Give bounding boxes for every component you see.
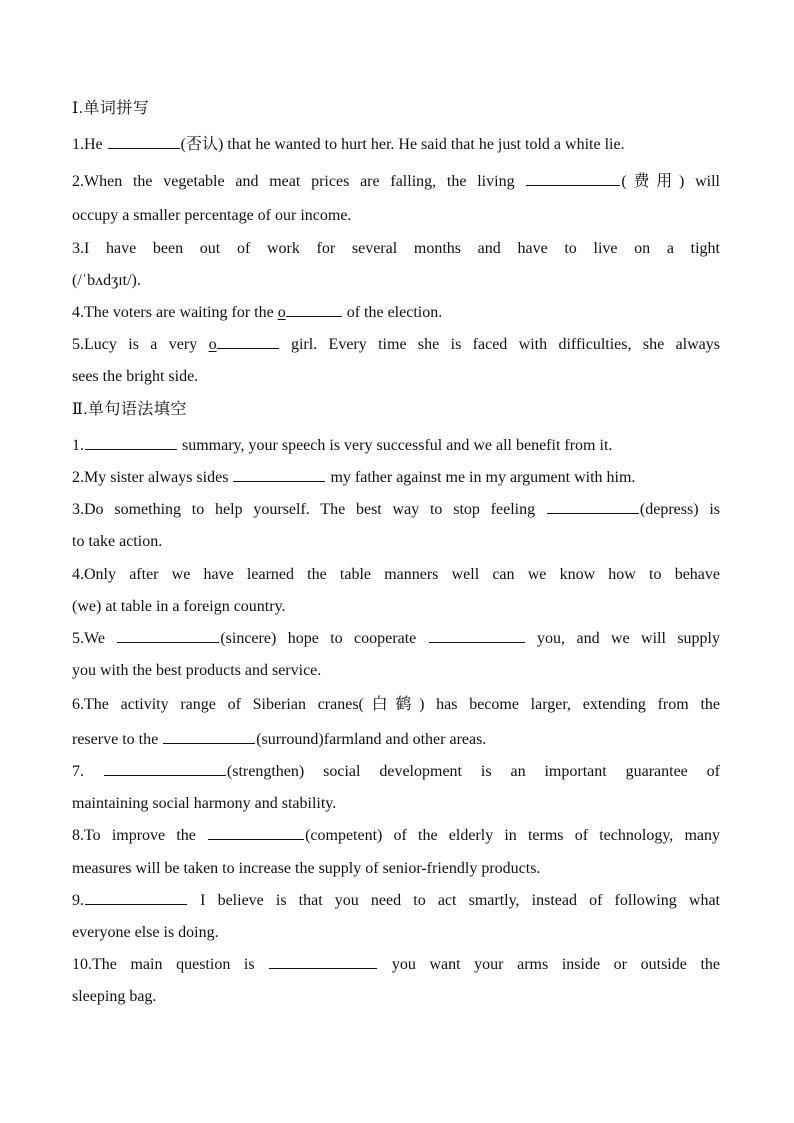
s2-q2-text-b: my father against me in my argument with him.: [326, 469, 636, 486]
s1-q5-blank[interactable]: [217, 335, 279, 349]
s2-q3-text-b: is: [698, 501, 720, 518]
s1-q5-text-b: girl. Every time she is faced with difficulties, she always: [279, 336, 721, 353]
s2-q6-line1: 6.The activity range of Siberian cranes(白鹤) has become larger, extending from the: [72, 696, 720, 713]
s1-q4-text-a: 4.The voters are waiting for the: [72, 304, 278, 321]
s2-q5-hint: (sincere): [220, 630, 277, 647]
s2-q5-blank-2[interactable]: [429, 629, 525, 643]
s2-q5-text-c: you, and we will supply: [525, 630, 721, 647]
s2-q3-line1: [72, 500, 720, 520]
s1-q1-hint: (否认): [180, 136, 224, 153]
s2-q1: [72, 436, 720, 456]
s2-q6-text-a: reserve to the: [72, 731, 163, 748]
s1-q2-text-b: will: [684, 173, 721, 190]
s2-q2-text-a: 2.My sister always sides: [72, 469, 233, 486]
s2-q3-line2: to take action.: [72, 533, 163, 550]
s2-q5-line2: you with the best products and service.: [72, 662, 322, 679]
s1-q2-line1: [72, 172, 720, 192]
s2-q5-text-b: hope to cooperate: [276, 630, 428, 647]
section2-heading: Ⅱ.单句语法填空: [72, 401, 187, 418]
section1-heading: Ⅰ.单词拼写: [72, 100, 150, 117]
s2-q9-text-b: I believe is that you need to act smartly, instead of following what: [188, 892, 720, 909]
s1-q3-line2: (/ˈbʌdʒɪt/).: [72, 272, 141, 289]
s2-q9-blank[interactable]: [85, 891, 187, 905]
s1-q5-first-letter: o: [208, 336, 217, 353]
s1-q1-blank[interactable]: [108, 135, 180, 149]
s1-q1-text-b: that he wanted to hurt her. He said that he just told a white lie.: [223, 136, 625, 153]
s2-q7-text-a: 7.: [72, 763, 103, 780]
s1-q4: [72, 303, 720, 323]
s1-q5-line1: [72, 335, 720, 355]
s2-q3-hint: (depress): [639, 501, 699, 518]
s2-q10-text-b: you want your arms inside or outside the: [378, 956, 721, 973]
s1-q4-first-letter: o: [277, 304, 286, 321]
s2-q7-text-b: social development is an important guarantee of: [304, 763, 721, 780]
s2-q10-line2: sleeping bag.: [72, 988, 157, 1005]
s2-q8-hint: (competent): [305, 827, 383, 844]
s2-q1-text-b: summary, your speech is very successful and we all benefit from it.: [178, 437, 613, 454]
s2-q6-line2: [72, 730, 720, 750]
s2-q5-text-a: 5.We: [72, 630, 117, 647]
s2-q8-blank[interactable]: [208, 826, 304, 840]
s2-q5-blank-1[interactable]: [117, 629, 219, 643]
s2-q8-text-a: 8.To improve the: [72, 827, 208, 844]
s2-q9-line1: [72, 891, 720, 911]
s1-q2-line2: occupy a smaller percentage of our income.: [72, 207, 352, 224]
s2-q9-text-a: 9.: [72, 892, 84, 909]
s1-q1: [72, 135, 720, 155]
s2-q7-line2: maintaining social harmony and stability.: [72, 795, 337, 812]
s2-q5-line1: [72, 629, 720, 649]
s2-q1-blank[interactable]: [85, 436, 177, 450]
s2-q6-text-b: farmland and other areas.: [323, 731, 487, 748]
s1-q1-text-a: 1.He: [72, 136, 107, 153]
s2-q9-line2: everyone else is doing.: [72, 924, 219, 941]
s1-q2-text-a: 2.When the vegetable and meat prices are falling, the living: [72, 173, 526, 190]
s1-q5-text-a: 5.Lucy is a very: [72, 336, 209, 353]
s2-q6-blank[interactable]: [163, 730, 255, 744]
s2-q3-blank[interactable]: [547, 500, 639, 514]
s2-q8-line2: measures will be taken to increase the supply of senior-friendly products.: [72, 860, 541, 877]
s2-q2-blank[interactable]: [233, 468, 325, 482]
s2-q3-text-a: 3.Do something to help yourself. The best way to stop feeling: [72, 501, 546, 518]
s2-q8-text-b: of the elderly in terms of technology, many: [382, 827, 720, 844]
s2-q10-blank[interactable]: [269, 955, 377, 969]
s2-q4-line2: (we) at table in a foreign country.: [72, 598, 286, 615]
s1-q4-text-b: of the election.: [342, 304, 443, 321]
s2-q10-text-a: 10.The main question is: [72, 956, 269, 973]
s2-q6-hint: (surround): [256, 731, 324, 748]
s2-q10-line1: [72, 955, 720, 975]
s1-q4-blank[interactable]: [286, 303, 342, 317]
s2-q4-line1: 4.Only after we have learned the table manners well can we know how to behave: [72, 566, 720, 583]
s1-q5-line2: sees the bright side.: [72, 368, 199, 385]
s1-q2-blank[interactable]: [526, 172, 620, 186]
s2-q1-text-a: 1.: [72, 437, 84, 454]
s2-q7-line1: [72, 762, 720, 782]
s2-q7-hint: (strengthen): [226, 763, 305, 780]
s1-q2-hint: (费用): [621, 173, 685, 190]
s2-q2: [72, 468, 720, 488]
s2-q7-blank[interactable]: [104, 762, 226, 776]
s1-q3-line1: 3.I have been out of work for several months and have to live on a tight: [72, 240, 720, 257]
s2-q8-line1: [72, 826, 720, 846]
